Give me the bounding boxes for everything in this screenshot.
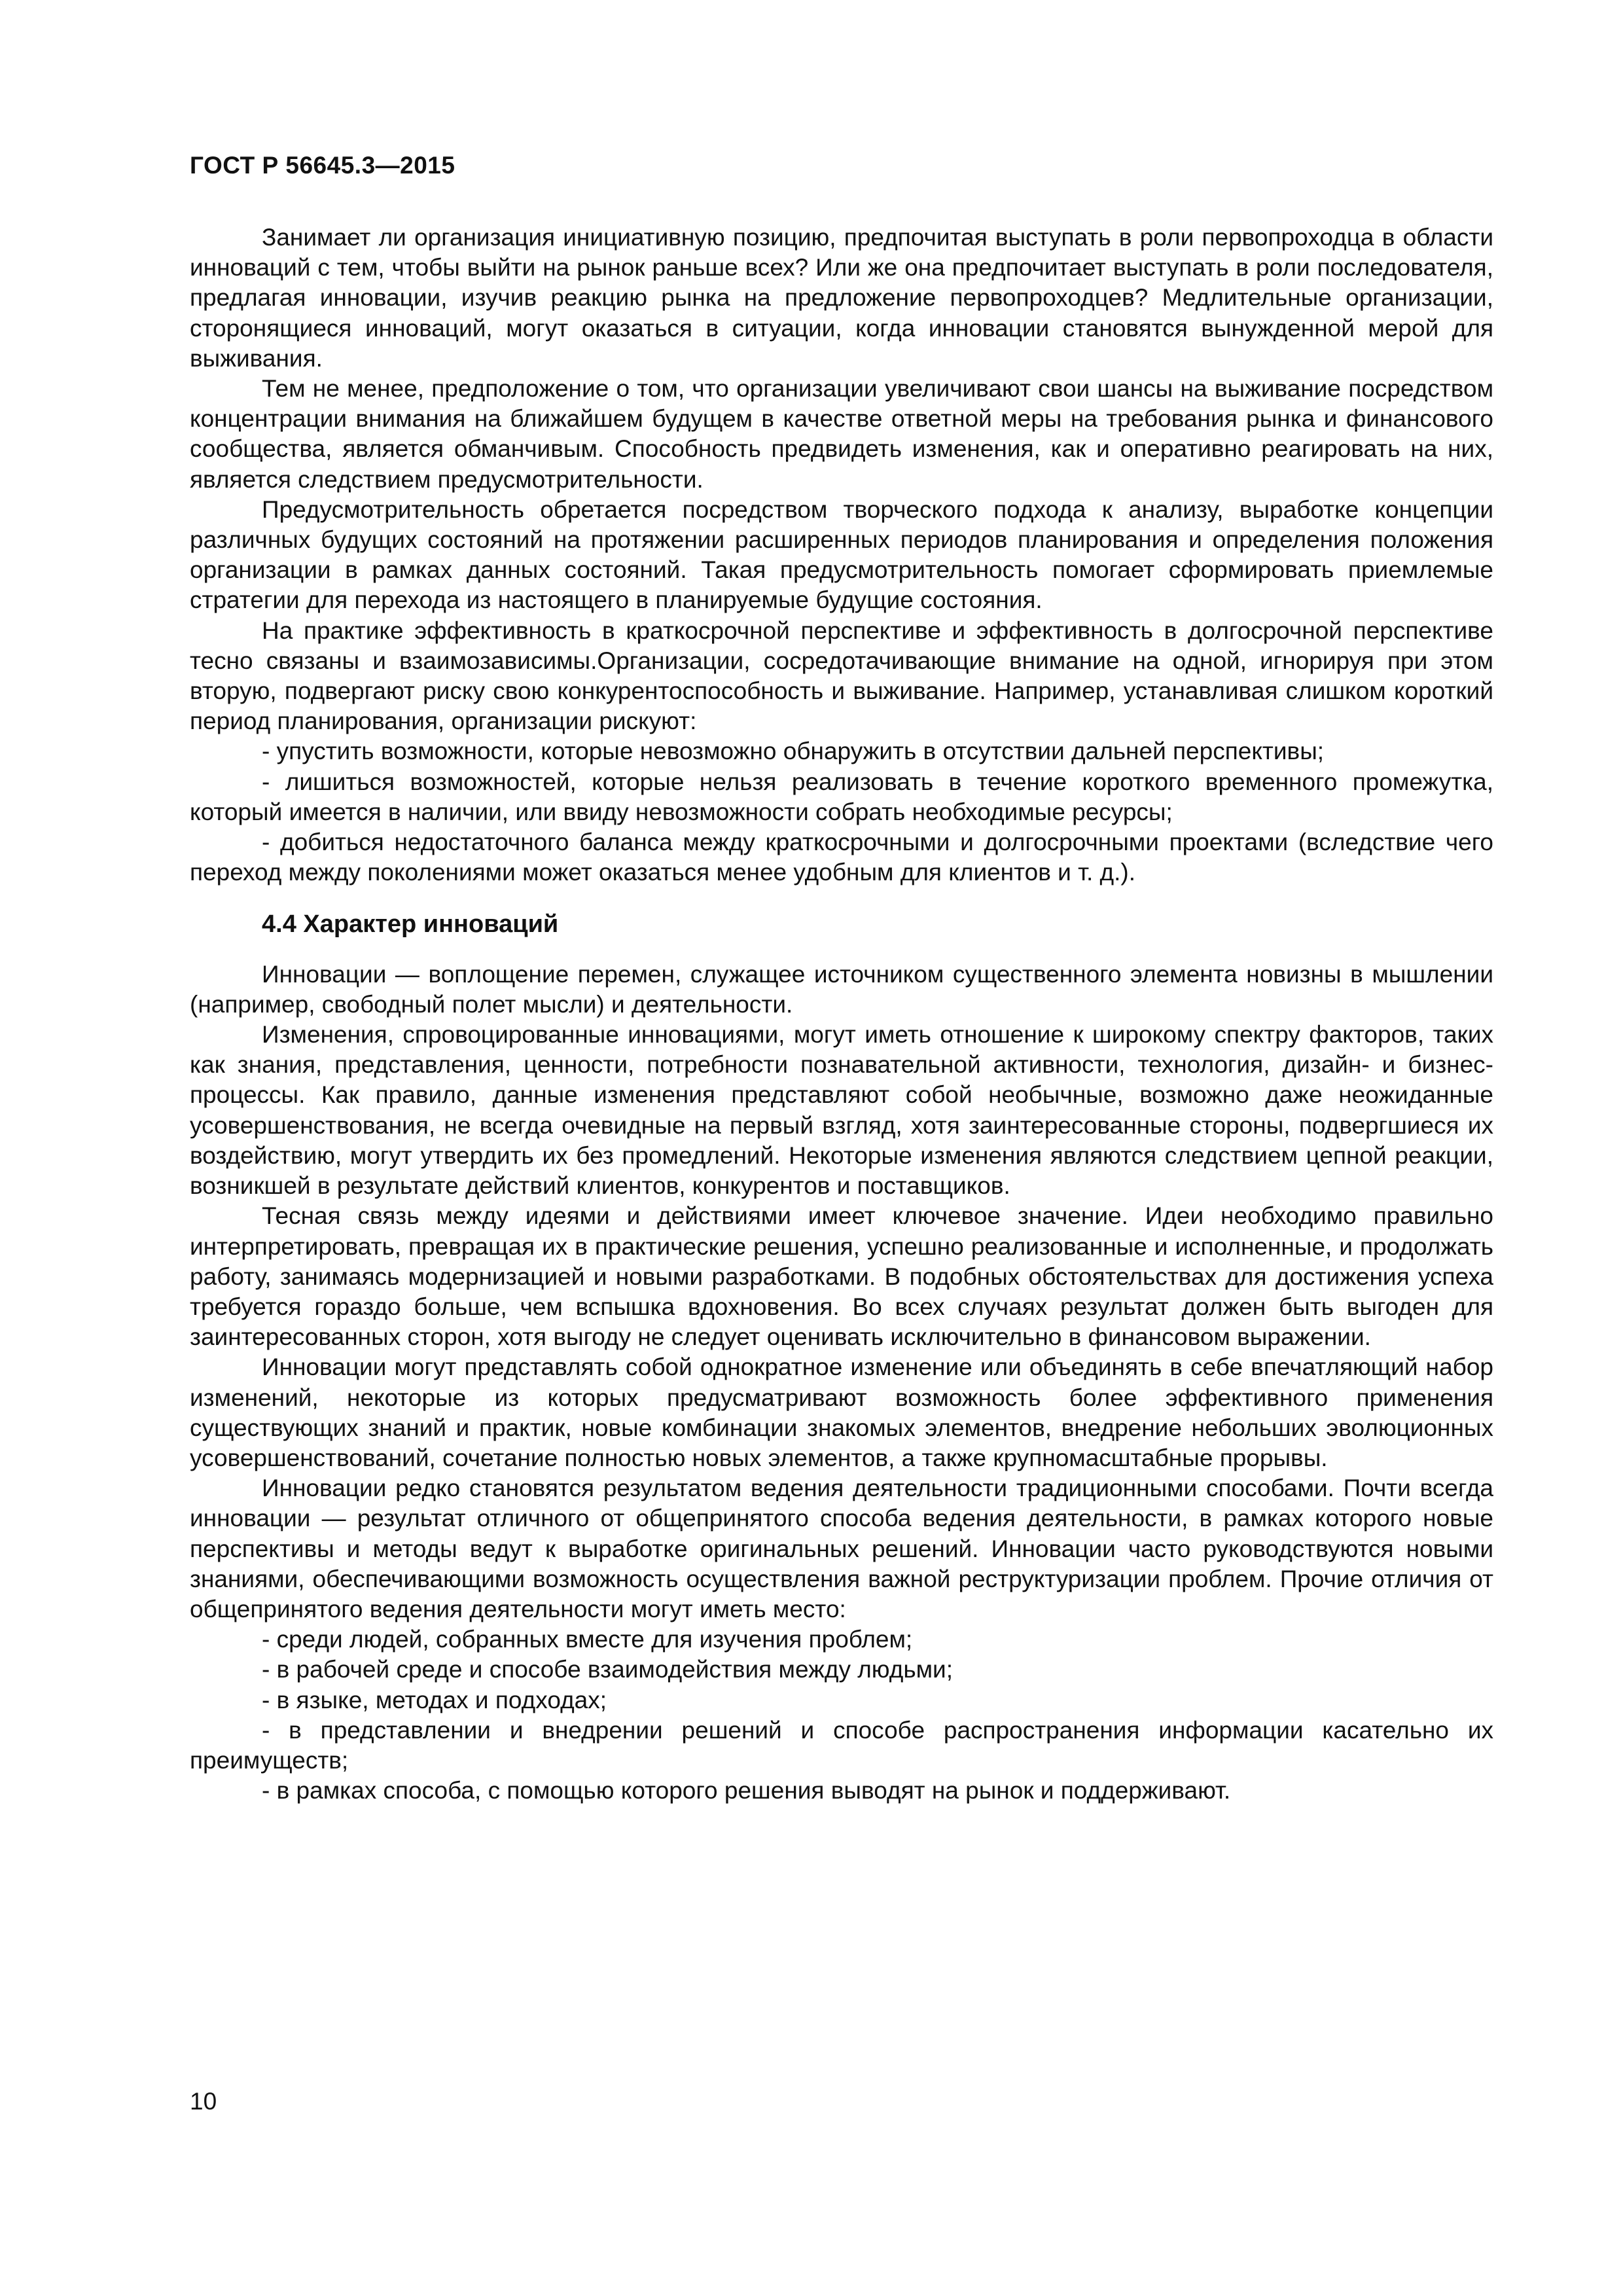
list-item: - в рабочей среде и способе взаимодействия между людьми;: [262, 1656, 953, 1683]
section-heading: 4.4 Характер инноваций: [262, 910, 559, 939]
paragraph: Изменения, спровоцированные инновациями, могут иметь отношение к широкому спектру факторов, таких как знания, представления, ценности, потребности познавательной активности, технология, дизайн- и бизнес-процессы. Как правило, данные изменения представляют собой необычные, возможно даже неожиданные усовершенствования, не всегда очевидные на первый взгляд, хотя заинтересованные стороны, подвергшиеся их воздействию, могут утвердить их без промедлений. Некоторые изменения являются следствием цепной реакции, возникшей в результате действий клиентов, конкурентов и поставщиков.: [190, 1021, 1493, 1200]
paragraph: Тесная связь между идеями и действиями имеет ключевое значение. Идеи необходимо правильно интерпретировать, превращая их в практические решения, успешно реализованные и исполненные, и продолжать работу, занимаясь модернизацией и новыми разработками. В подобных обстоятельствах для достижения успеха требуется гораздо больше, чем вспышка вдохновения. Во всех случаях результат должен быть выгоден для заинтересованных сторон, хотя выгоду не следует оценивать исключительно в финансовом выражении.: [190, 1202, 1493, 1351]
paragraph: Инновации — воплощение перемен, служащее источником существенного элемента новизны в мышлении (например, свободный полет мысли) и деятельности.: [190, 960, 1493, 1018]
document-code-header: ГОСТ Р 56645.3—2015: [190, 152, 455, 179]
page-body: [190, 223, 1493, 1806]
paragraph: Предусмотрительность обретается посредством творческого подхода к анализу, выработке концепции различных будущих состояний на протяжении расширенных периодов планирования и определения положения организации в рамках данных состояний. Такая предусмотрительность помогает сформировать приемлемые стратегии для перехода из настоящего в планируемые будущие состояния.: [190, 495, 1493, 614]
paragraph: Тем не менее, предположение о том, что организации увеличивают свои шансы на выживание посредством концентрации внимания на ближайшем будущем в качестве ответной меры на требования рынка и финансового сообщества, является обманчивым. Способность предвидеть изменения, как и оперативно реагировать на них, является следствием предусмотрительности.: [190, 375, 1493, 493]
list-item: - упустить возможности, которые невозможно обнаружить в отсутствии дальней перспективы;: [262, 738, 1325, 765]
list-item: - лишиться возможностей, которые нельзя реализовать в течение короткого временного промежутка, который имеется в наличии, или ввиду невозможности собрать необходимые ресурсы;: [190, 768, 1493, 825]
list-item: - среди людей, собранных вместе для изучения проблем;: [262, 1626, 913, 1653]
list-item: - в языке, методах и подходах;: [262, 1686, 607, 1713]
paragraph: На практике эффективность в краткосрочной перспективе и эффективность в долгосрочной перспективе тесно связаны и взаимозависимы.Организации, сосредотачивающие внимание на одной, игнорируя при этом вторую, подвергают риску свою конкурентоспособность и выживание. Например, устанавливая слишком короткий период планирования, организации рискуют:: [190, 617, 1493, 735]
paragraph: Занимает ли организация инициативную позицию, предпочитая выступать в роли первопроходца в области инноваций с тем, чтобы выйти на рынок раньше всех? Или же она предпочитает выступать в роли последователя, предлагая инновации, изучив реакцию рынка на предложение первопроходцев? Медлительные организации, сторонящиеся инноваций, могут оказаться в ситуации, когда инновации становятся вынужденной мерой для выживания.: [190, 224, 1493, 372]
list-item: - в представлении и внедрении решений и способе распространения информации касательно их преимуществ;: [190, 1716, 1493, 1774]
paragraph: Инновации редко становятся результатом ведения деятельности традиционными способами. Почти всегда инновации — результат отличного от общепринятого способа ведения деятельности, в рамках которого новые перспективы и методы ведут к выработке оригинальных решений. Инновации часто руководствуются новыми знаниями, обеспечивающими возможность осуществления важной реструктуризации проблем. Прочие отличия от общепринятого ведения деятельности могут иметь место:: [190, 1475, 1493, 1623]
list-item: - в рамках способа, с помощью которого решения выводят на рынок и поддерживают.: [262, 1777, 1231, 1804]
list-item: - добиться недостаточного баланса между краткосрочными и долгосрочными проектами (вследствие чего переход между поколениями может оказаться менее удобным для клиентов и т. д.).: [190, 829, 1493, 886]
paragraph: Инновации могут представлять собой однократное изменение или объединять в себе впечатляющий набор изменений, некоторые из которых предусматривают возможность более эффективного применения существующих знаний и практик, новые комбинации знакомых элементов, внедрение небольших эволюционных усовершенствований, сочетание полностью новых элементов, а также крупномасштабные прорывы.: [190, 1354, 1493, 1471]
page-number: 10: [190, 2088, 217, 2115]
